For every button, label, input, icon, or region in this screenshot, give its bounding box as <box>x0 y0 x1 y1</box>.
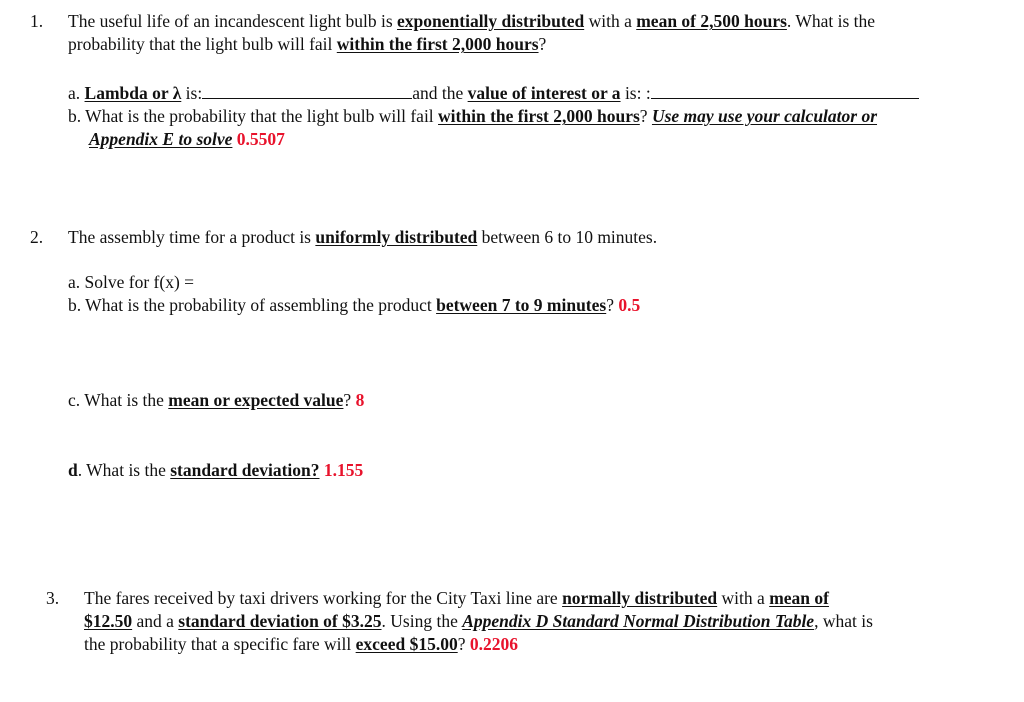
q3-stem-line2 <box>84 610 873 632</box>
q2-stem <box>68 226 657 248</box>
q2-standard-deviation: standard deviation? <box>170 460 320 480</box>
q1-a-text: is: : <box>620 83 651 103</box>
q3-stem-line3 <box>84 633 518 655</box>
q3-standard-deviation: standard deviation of $3.25 <box>178 611 382 631</box>
q2-d-answer: 1.155 <box>323 460 364 480</box>
q1-stem-text: The useful life of an incandescent light bulb is <box>68 11 398 31</box>
q2-c-text: ? <box>343 390 356 410</box>
q1-b-within-2000: within the first 2,000 hours <box>438 106 640 126</box>
q1-stem-text: probability that the light bulb will fail <box>68 34 337 54</box>
q1-a-text: is: <box>181 83 203 103</box>
q1-b-appendix-note: Appendix E to solve <box>89 129 233 149</box>
q2-uniformly-distributed: uniformly distributed <box>315 227 478 247</box>
q2-stem-text: between 6 to 10 minutes. <box>477 227 658 247</box>
q3-stem-text: , what is <box>814 611 873 631</box>
q3-exceed-15: exceed $15.00 <box>355 634 458 654</box>
q1-stem-text: with a <box>584 11 637 31</box>
q2-part-c <box>68 389 364 411</box>
q1-part-b-line2 <box>89 128 285 150</box>
q1-lambda: Lambda or λ <box>84 83 182 103</box>
q1-within-2000: within the first 2,000 hours <box>336 34 539 54</box>
q3-stem-line1 <box>84 587 829 609</box>
q3-answer: 0.2206 <box>469 634 518 654</box>
q2-between-7-9: between 7 to 9 minutes <box>436 295 607 315</box>
q2-d-text: . What is the <box>77 460 171 480</box>
q3-mean-of: mean of <box>769 588 829 608</box>
q1-a-text: and the <box>412 83 468 103</box>
q1-mean: mean of 2,500 hours <box>636 11 787 31</box>
q3-number: 3. <box>46 588 60 608</box>
q1-value-of-interest: value of interest or a <box>467 83 621 103</box>
q3-mean-value: $12.50 <box>84 611 133 631</box>
q2-b-text: ? <box>606 295 619 315</box>
q1-b-answer: 0.5507 <box>236 129 285 149</box>
q2-part-b <box>68 294 640 316</box>
q2-part-d <box>68 459 363 481</box>
q3-stem-text: ? <box>457 634 470 654</box>
q1-stem-line1 <box>68 10 875 32</box>
q1-lambda-blank[interactable] <box>202 82 412 99</box>
q3-stem-text: with a <box>717 588 770 608</box>
q3-stem-text: the probability that a specific fare will <box>84 634 356 654</box>
q1-part-a <box>68 82 919 104</box>
q1-b-text: b. What is the probability that the light bulb will fail <box>68 106 439 126</box>
q2-part-a <box>68 271 194 293</box>
q3-normally-distributed: normally distributed <box>562 588 718 608</box>
q1-stem-line2 <box>68 33 546 55</box>
q2-mean-expected: mean or expected value <box>168 390 344 410</box>
q3-stem-text: and a <box>132 611 179 631</box>
q1-b-text: ? <box>639 106 652 126</box>
q2-c-text: c. What is the <box>68 390 169 410</box>
q1-b-calculator-note: Use may use your calculator or <box>651 106 878 126</box>
q1-number: 1. <box>30 11 44 31</box>
q2-stem-text: The assembly time for a product is <box>68 227 316 247</box>
q3-appendix-d: Appendix D Standard Normal Distribution Table <box>462 611 815 631</box>
q3-stem-text: The fares received by taxi drivers working for the City Taxi line are <box>84 588 563 608</box>
q1-value-blank[interactable] <box>651 82 919 99</box>
q2-number: 2. <box>30 227 44 247</box>
q1-a-prefix: a. <box>68 83 85 103</box>
q2-a-text: a. Solve for f(x) = <box>68 272 195 292</box>
q2-d-letter: d <box>68 460 78 480</box>
q2-b-text: b. What is the probability of assembling the product <box>68 295 437 315</box>
q2-c-answer: 8 <box>355 390 365 410</box>
q2-b-answer: 0.5 <box>618 295 641 315</box>
q1-part-b-line1 <box>68 105 877 127</box>
q1-stem-text: . What is the <box>786 11 876 31</box>
q1-exponentially-distributed: exponentially distributed <box>397 11 585 31</box>
q1-stem-text: ? <box>538 34 547 54</box>
q3-stem-text: . Using the <box>381 611 463 631</box>
